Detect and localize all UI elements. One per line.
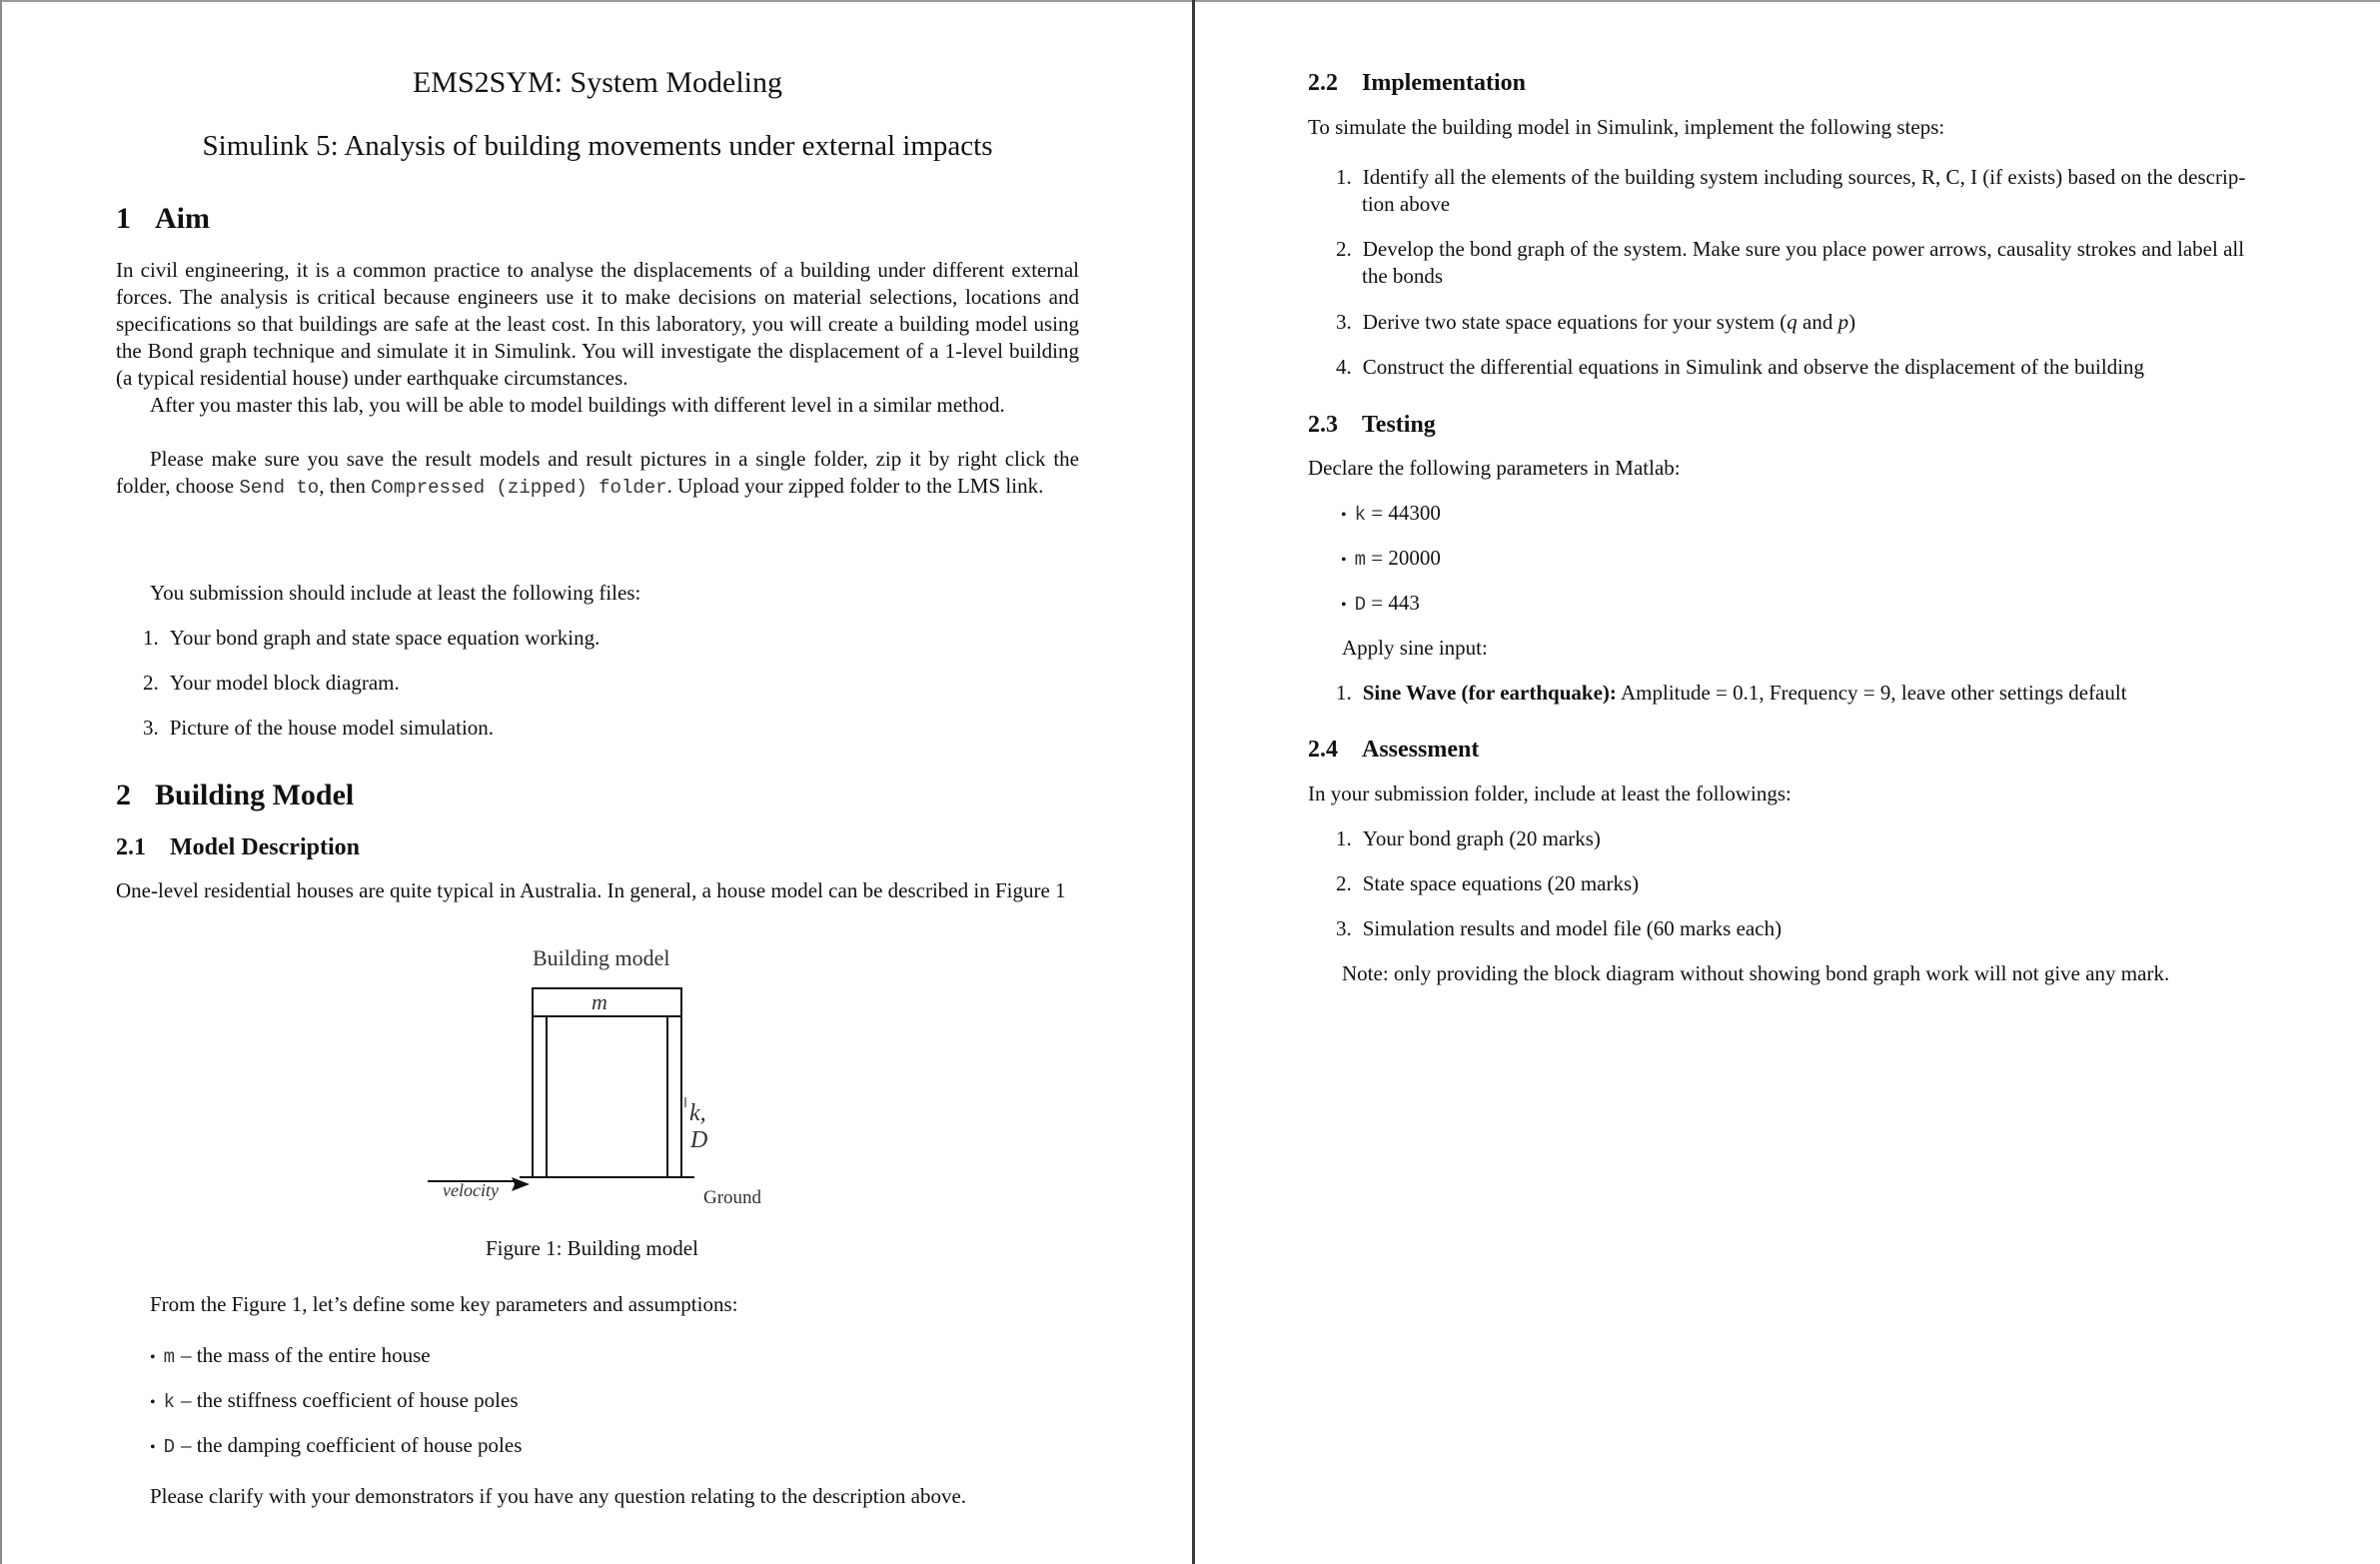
implementation-intro: To simulate the building model in Simulink, implement the following steps:	[1308, 115, 1945, 139]
list-item: 2. State space equations (20 marks)	[1336, 871, 1640, 895]
list-item: 2. Your model block diagram.	[143, 671, 400, 695]
list-item: 4. Construct the differential equations in Simulink and observe the displacement of the building	[1336, 355, 2145, 379]
submission-instructions: Please make sure you save the result models and result pictures in a single folder, zip it by right click the folder, choose Send to, then Compressed (zipped) folder. Upload your zipped folder to the LMS link.	[116, 447, 1079, 499]
list-item: 3. Picture of the house model simulation.	[143, 716, 495, 740]
parameters-intro: From the Figure 1, let’s define some key parameters and assumptions:	[150, 1292, 738, 1316]
subsection-implementation-heading: 2.2 Implementation	[1308, 70, 1526, 96]
list-item-continuation: tion above	[1362, 192, 1451, 216]
compressed-folder-text: Compressed (zipped) folder	[371, 477, 667, 499]
section-building-model-heading: 2 Building Model	[116, 779, 355, 811]
clarify-note: Please clarify with your demonstrators if you have any question relating to the description above.	[150, 1484, 967, 1508]
list-item: 3. Simulation results and model file (60 marks each)	[1336, 916, 1783, 940]
velocity-arrow-icon	[512, 1177, 530, 1191]
section-aim-heading	[116, 202, 210, 236]
list-item: 2. Develop the bond graph of the system. Make sure you place power arrows, causality strokes and label all	[1336, 237, 2245, 261]
sine-intro: Apply sine input:	[1342, 636, 1488, 660]
damping-label: D	[690, 1127, 708, 1153]
list-item-continuation: the bonds	[1362, 264, 1444, 288]
assessment-note: Note: only providing the block diagram without showing bond graph work will not give any mark.	[1342, 961, 2170, 985]
page-divider	[1192, 0, 1195, 1564]
assessment-intro: In your submission folder, include at least the followings:	[1308, 782, 1791, 805]
ground-label: Ground	[703, 1187, 762, 1208]
list-item: • m – the mass of the entire house	[150, 1343, 431, 1368]
subsection-testing-heading: 2.3 Testing	[1308, 412, 1436, 438]
list-item: • D = 443	[1341, 591, 1420, 616]
list-item: 1. Your bond graph (20 marks)	[1336, 826, 1601, 850]
spring-constant-label: k,	[689, 1100, 706, 1126]
list-item: 1. Your bond graph and state space equation working.	[143, 626, 600, 650]
section-number: 1	[116, 202, 131, 235]
figure-title: Building model	[533, 945, 670, 970]
left-edge-line	[0, 0, 2, 1564]
section-title: Aim	[155, 202, 210, 235]
list-item: 1. Identify all the elements of the building system including sources, R, C, I (if exists) based on the descrip-	[1336, 165, 2246, 189]
model-description-paragraph: One-level residential houses are quite typical in Australia. In general, a house model can be described in Figure 1	[116, 878, 1066, 902]
left-pole	[533, 1016, 547, 1177]
subsection-model-description-heading: 2.1 Model Description	[116, 834, 360, 860]
send-to-text: Send to	[239, 477, 320, 499]
sine-wave-item: 1. Sine Wave (for earthquake): Amplitude = 0.1, Frequency = 9, leave other settings default	[1336, 681, 2127, 705]
aim-paragraph-2: After you master this lab, you will be able to model buildings with different level in a similar method.	[150, 393, 1005, 417]
list-item: • k = 44300	[1341, 501, 1441, 526]
testing-intro: Declare the following parameters in Matlab:	[1308, 456, 1681, 480]
subsection-assessment-heading: 2.4 Assessment	[1308, 737, 1480, 763]
mass-label: m	[592, 989, 607, 1014]
right-pole	[667, 1016, 681, 1177]
velocity-label: velocity	[443, 1180, 499, 1200]
list-item: • D – the damping coefficient of house poles	[150, 1433, 523, 1458]
list-item: • m = 20000	[1341, 546, 1441, 571]
top-edge-line	[0, 0, 2380, 2]
aim-paragraph: In civil engineering, it is a common practice to analyse the displacements of a building under different external forces. The analysis is critical because engineers use it to make decisions on material selections, locations and specifications so that buildings are safe at the least cost. In this laboratory, you will create a building model using the Bond graph technique and simulate it in Simulink. You will investigate the displacement of a 1-level building (a typical residential house) under earthquake circumstances.	[116, 258, 1079, 390]
list-item: • k – the stiffness coefficient of house poles	[150, 1388, 519, 1413]
figure-caption: Figure 1: Building model	[486, 1236, 698, 1260]
list-item: 3. Derive two state space equations for your system (q and p)	[1336, 310, 1856, 334]
submission-intro: You submission should include at least the following files:	[150, 581, 641, 605]
